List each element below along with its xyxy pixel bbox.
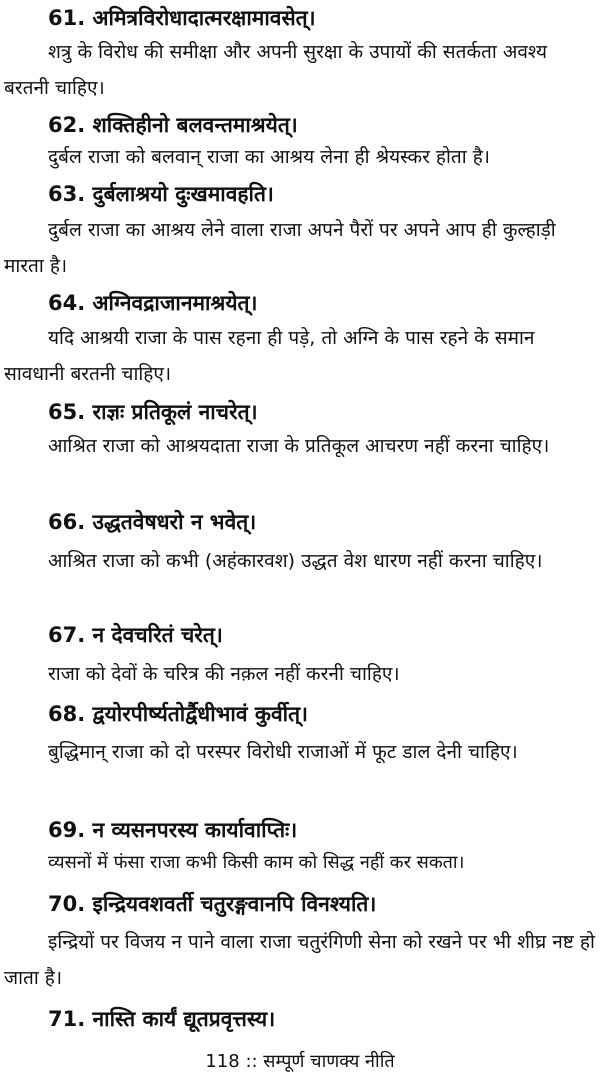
sutra-62: 62. शक्तिहीनो बलवन्तमाश्रयेत्। <box>48 113 298 137</box>
meaning-69: व्यसनों में फंसा राजा कभी किसी काम को सिद्ध नहीं कर सकता। <box>48 852 465 873</box>
sutra-66: 66. उद्धतवेषधरो न भवेत्। <box>48 510 257 534</box>
meaning-68: बुद्धिमान् राजा को दो परस्पर विरोधी राजाओं में फूट डाल देनी चाहिए। <box>48 741 518 763</box>
sutra-63: 63. दुर्बलाश्रयो दुःखमावहति। <box>48 182 274 206</box>
sutra-67: 67. न देवचरितं चरेत्। <box>48 623 223 647</box>
meaning-67: राजा को देवों के चरित्र की नक़ल नहीं करनी चाहिए। <box>48 663 400 685</box>
meaning-65: आश्रित राजा को आश्रयदाता राजा के प्रतिकूल आचरण नहीं करना चाहिए। <box>48 435 550 457</box>
sutra-65: 65. राज्ञः प्रतिकूलं नाचरेत्। <box>48 400 258 424</box>
meaning-70: इन्द्रियों पर विजय न पाने वाला राजा चतुरंगिणी सेना को रखने पर भी शीघ्र नष्ट हो जाता है। <box>4 931 595 989</box>
sutra-61: 61. अमित्रविरोधादात्मरक्षामावसेत्। <box>48 6 316 30</box>
sutra-64: 64. अग्निवद्राजानमाश्रयेत्। <box>48 291 258 315</box>
meaning-64: यदि आश्रयी राजा के पास रहना ही पड़े, तो अग्नि के पास रहने के समान सावधानी बरतनी चाहिए। <box>4 327 535 385</box>
sutra-70: 70. इन्द्रियवशवर्ती चतुरङ्गवानपि विनश्यति। <box>48 892 377 916</box>
meaning-66: आश्रित राजा को कभी (अहंकारवश) उद्धत वेश धारण नहीं करना चाहिए। <box>48 550 543 572</box>
meaning-61: शत्रु के विरोध की समीक्षा और अपनी सुरक्षा के उपायों की सतर्कता अवश्य बरतनी चाहिए। <box>4 41 548 99</box>
sutra-69: 69. न व्यसनपरस्य कार्यावाप्तिः। <box>48 818 298 842</box>
sutra-71: 71. नास्ति कार्यं द्यूतप्रवृत्तस्य। <box>48 1007 276 1031</box>
meaning-62: दुर्बल राजा को बलवान् राजा का आश्रय लेना ही श्रेयस्कर होता है। <box>48 146 490 168</box>
sutra-68: 68. द्वयोरपीर्ष्यतोर्द्वैधीभावं कुर्वीत्। <box>48 702 308 726</box>
page-footer: 118 :: सम्पूर्ण चाणक्य नीति <box>205 1051 395 1072</box>
meaning-63: दुर्बल राजा का आश्रय लेने वाला राजा अपने पैरों पर अपने आप ही कुल्हाड़ी मारता है। <box>4 219 556 277</box>
